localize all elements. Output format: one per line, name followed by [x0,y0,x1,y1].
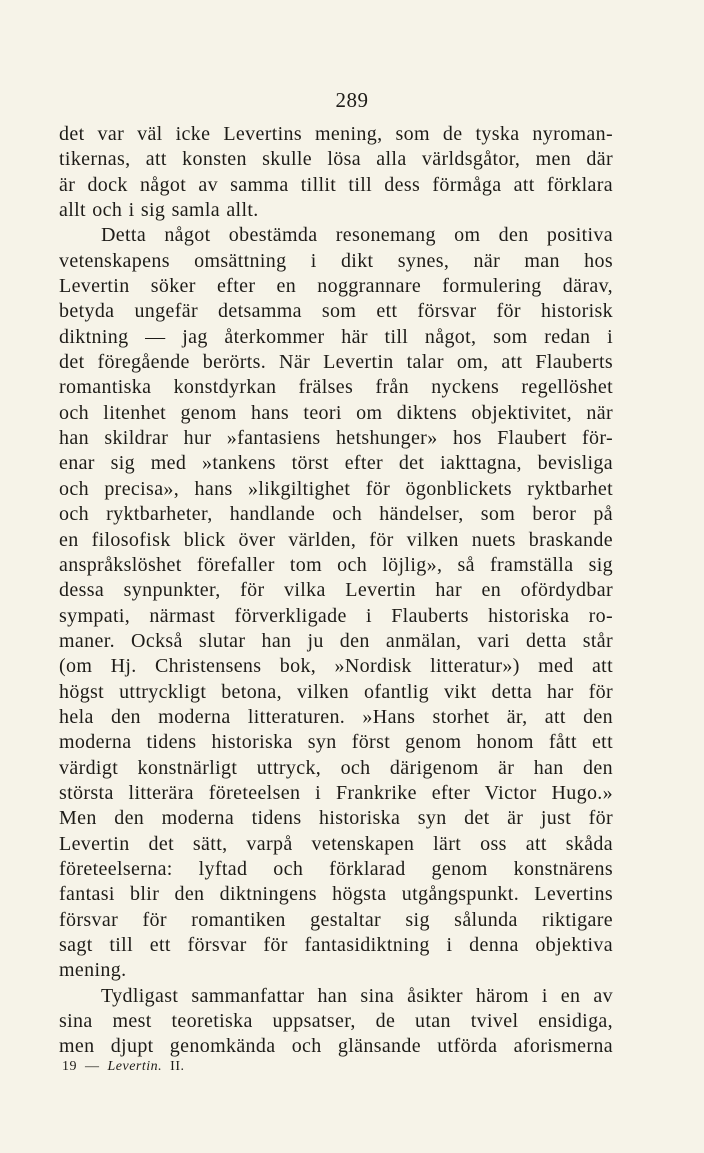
text-line: anspråkslöshet förefaller tom och löjlig», så framställa sig [59,553,613,576]
text-line: dessa synpunkter, för vilka Levertin har en ofördydbar [59,579,613,602]
page-number: 289 [335,88,369,112]
text-line: fantasi blir den diktningens högsta utgångspunkt. Levertins [59,883,613,906]
text-line: försvar för romantiken gestaltar sig sålunda riktigare [59,908,613,931]
body-text [59,122,613,1060]
text-line: sagt till ett försvar för fantasidiktning i denna objektiva [59,934,613,956]
signature-volume: II. [170,1059,185,1074]
text-line: värdigt konstnärligt uttryck, och därigenom är han den [59,756,613,779]
text-line: högst uttryckligt betona, vilken ofantlig vikt detta har för [59,680,613,703]
text-line: är dock något av samma tillit till dess förmåga att förklara [59,173,613,196]
footer-signature [62,1059,184,1075]
text-line: sympati, närmast förverkligade i Flauberts historiska ro- [59,604,613,627]
text-line: men djupt genomkända och glänsande utförda aforismerna [59,1035,613,1058]
text-line: företeelserna: lyftad och förklarad genom konstnärens [59,857,613,880]
text-line: hela den moderna litteraturen. »Hans storhet är, att den [59,705,613,728]
text-line: det var väl icke Levertins mening, som de tyska nyroman- [59,123,613,145]
text-line: största litterära företeelsen i Frankrike efter Victor Hugo.» [59,781,613,804]
text-line: Levertin det sätt, varpå vetenskapen lärt oss att skåda [59,832,613,855]
text-line: moderna tidens historiska syn först genom honom fått ett [59,731,613,754]
text-line: vetenskapens omsättning i dikt synes, när man hos [59,249,613,272]
signature-dash: — [85,1059,100,1074]
text-line: sina mest teoretiska uppsatser, de utan tvivel ensidiga, [59,1010,613,1033]
text-line: (om Hj. Christensens bok, »Nordisk litteratur») med att [59,655,613,678]
text-line: betyda ungefär detsamma som ett försvar för historisk [59,300,613,323]
text-line: allt och i sig samla allt. [59,199,259,222]
text-line: mening. [59,959,127,982]
text-line: han skildrar hur »fantasiens hetshunger» hos Flaubert för- [59,427,613,450]
text-line: och precisa», hans »likgiltighet för ögonblickets ryktbarhet [59,477,613,500]
text-line: Men den moderna tidens historiska syn det är just för [59,807,613,830]
text-line: maner. Också slutar han ju den anmälan, vari detta står [59,629,613,652]
text-line: enar sig med »tankens törst efter det iakttagna, bevisliga [59,452,613,475]
text-line: och litenhet genom hans teori om diktens objektivitet, när [59,401,613,424]
text-line: en filosofisk blick över världen, för vilken nuets braskande [59,528,613,551]
text-line: Detta något obestämda resonemang om den positiva [101,224,613,247]
text-line: romantiska konstdyrkan frälses från nyckens regellöshet [59,376,613,399]
text-line: tikernas, att konsten skulle lösa alla världsgåtor, men där [59,148,613,171]
signature-author: Levertin. [107,1059,163,1074]
text-line: diktning — jag återkommer här till något, som redan i [59,325,613,348]
text-line: Tydligast sammanfattar han sina åsikter härom i en av [101,984,613,1007]
signature-mark: 19 [62,1059,77,1074]
text-line: det föregående berörts. När Levertin talar om, att Flauberts [59,351,613,374]
text-line: Levertin söker efter en noggrannare formulering därav, [59,275,613,298]
text-line: och ryktbarheter, handlande och händelser, som beror på [59,503,613,526]
